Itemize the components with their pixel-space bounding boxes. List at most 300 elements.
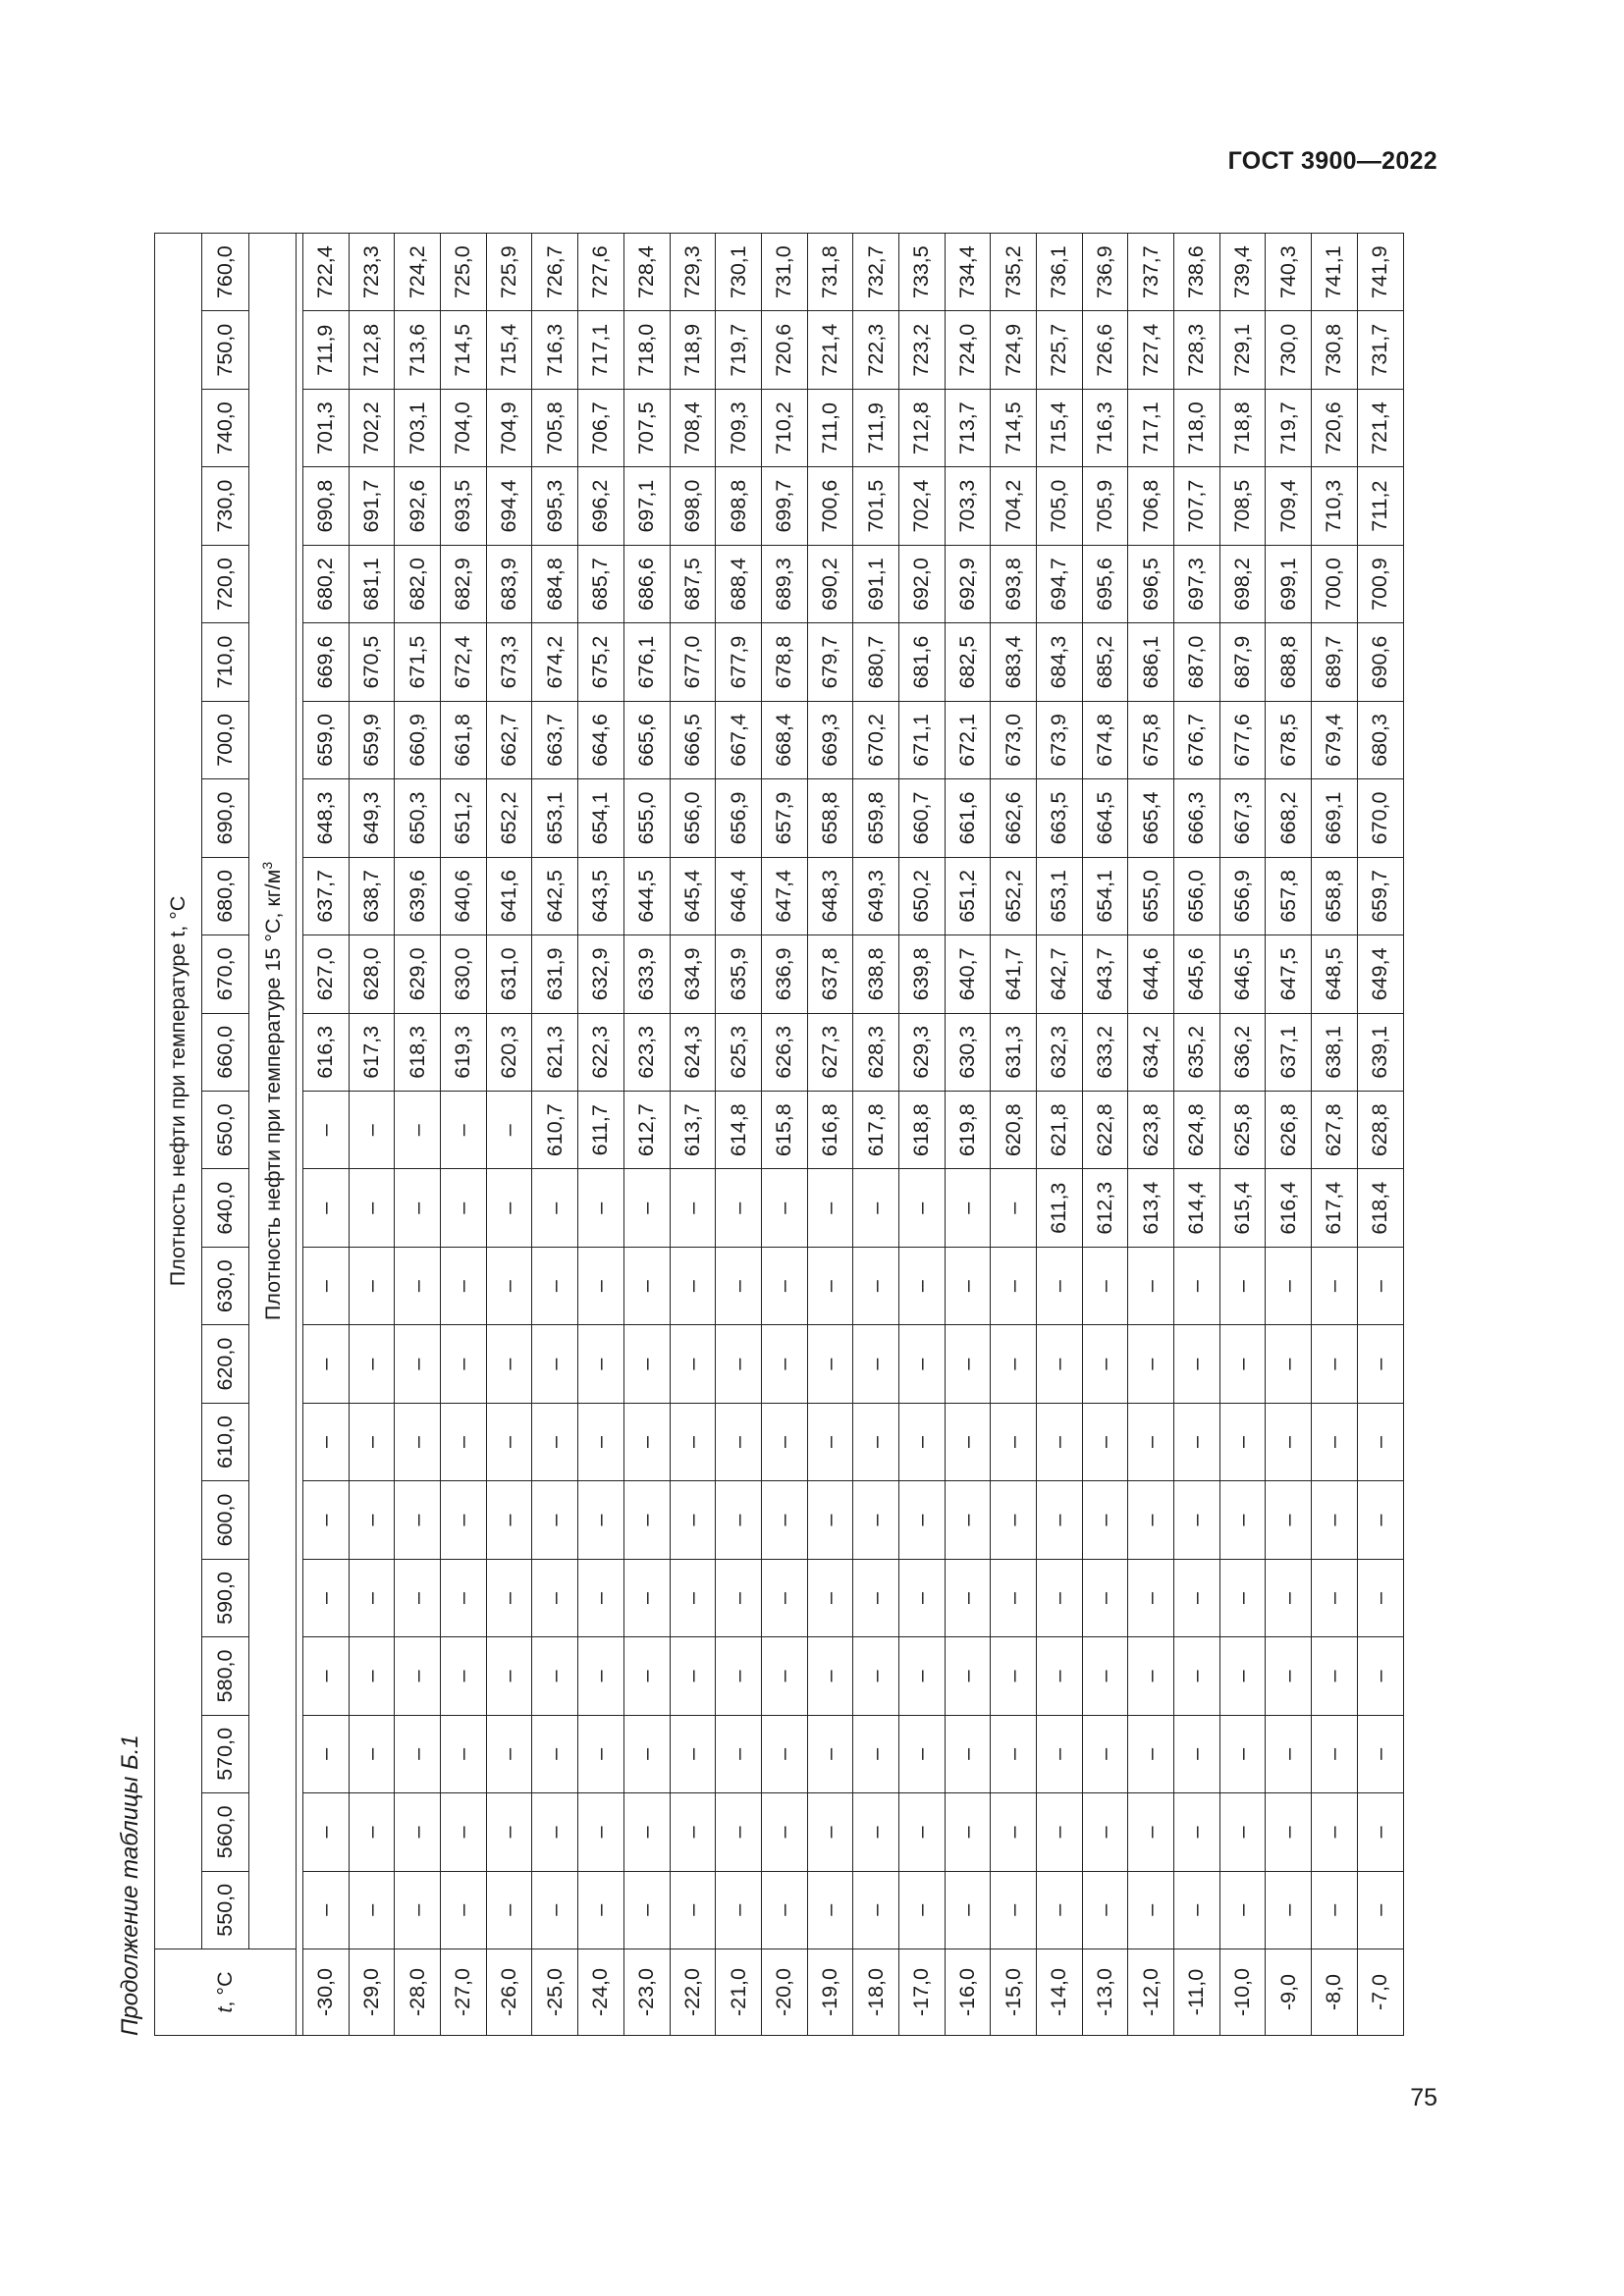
- density-cell: –: [349, 1403, 395, 1480]
- density-cell: –: [486, 1559, 532, 1636]
- density-cell: –: [532, 1637, 578, 1715]
- density-cell: 640,7: [945, 935, 991, 1013]
- density-cell: –: [716, 1793, 762, 1871]
- density-cell: 653,1: [1037, 857, 1083, 934]
- table-row: [1312, 233, 1358, 2035]
- density-cell: 635,9: [716, 935, 762, 1013]
- column-header: 760,0: [202, 233, 249, 311]
- density-cell: –: [303, 1481, 350, 1559]
- density-cell: 638,8: [853, 935, 899, 1013]
- density-cell: –: [898, 1247, 945, 1324]
- density-cell: –: [441, 1169, 487, 1247]
- table-row: [486, 233, 532, 2035]
- density-cell: –: [1082, 1247, 1128, 1324]
- column-header: 550,0: [202, 1871, 249, 1949]
- density-cell: 687,0: [1174, 623, 1220, 701]
- density-cell: 677,6: [1219, 701, 1266, 778]
- density-cell: –: [898, 1169, 945, 1247]
- density-cell: –: [945, 1871, 991, 1949]
- density-cell: –: [945, 1559, 991, 1636]
- density-cell: –: [395, 1169, 441, 1247]
- temperature-cell: -13,0: [1082, 1949, 1128, 2036]
- page-number: 75: [1410, 2084, 1437, 2111]
- density-cell: 689,7: [1312, 623, 1358, 701]
- density-cell: –: [395, 1715, 441, 1792]
- density-cell: 675,8: [1128, 701, 1174, 778]
- temperature-cell: -15,0: [991, 1949, 1037, 2036]
- density-cell: 629,0: [395, 935, 441, 1013]
- density-cell: 739,4: [1219, 233, 1266, 311]
- density-cell: –: [853, 1559, 899, 1636]
- density-cell: –: [670, 1637, 716, 1715]
- density-cell: 731,0: [761, 233, 807, 311]
- density-cell: 668,2: [1266, 779, 1312, 857]
- density-cell: 698,8: [716, 467, 762, 545]
- density-cell: –: [486, 1637, 532, 1715]
- density-cell: 641,6: [486, 857, 532, 934]
- density-cell: –: [670, 1325, 716, 1403]
- density-cell: 632,9: [578, 935, 624, 1013]
- density-cell: 700,6: [807, 467, 853, 545]
- density-cell: 664,6: [578, 701, 624, 778]
- density-cell: 676,1: [623, 623, 670, 701]
- density-cell: –: [1312, 1793, 1358, 1871]
- density-cell: 720,6: [1312, 389, 1358, 466]
- density-cell: 671,5: [395, 623, 441, 701]
- density-cell: 614,8: [716, 1092, 762, 1169]
- density-cell: –: [898, 1481, 945, 1559]
- column-header: 580,0: [202, 1637, 249, 1715]
- density-cell: 691,1: [853, 545, 899, 622]
- density-cell: –: [349, 1325, 395, 1403]
- density-cell: 732,7: [853, 233, 899, 311]
- density-cell: 697,3: [1174, 545, 1220, 622]
- table-row: [1266, 233, 1312, 2035]
- temperature-cell: -12,0: [1128, 1949, 1174, 2036]
- group-header: Плотность нефти при температуре t, °C: [155, 233, 202, 1949]
- density-cell: 710,2: [761, 389, 807, 466]
- density-cell: 723,3: [349, 233, 395, 311]
- density-cell: 663,7: [532, 701, 578, 778]
- density-cell: –: [532, 1325, 578, 1403]
- density-cell: 662,7: [486, 701, 532, 778]
- density-cell: 672,1: [945, 701, 991, 778]
- density-cell: 673,9: [1037, 701, 1083, 778]
- density-cell: –: [349, 1559, 395, 1636]
- density-cell: 736,1: [1037, 233, 1083, 311]
- density-cell: 716,3: [532, 311, 578, 389]
- density-cell: –: [486, 1247, 532, 1324]
- density-cell: 690,8: [303, 467, 350, 545]
- density-cell: 699,1: [1266, 545, 1312, 622]
- density-cell: –: [1219, 1715, 1266, 1792]
- density-cell: –: [1219, 1325, 1266, 1403]
- column-header: 620,0: [202, 1325, 249, 1403]
- density-cell: 696,5: [1128, 545, 1174, 622]
- density-cell: 693,8: [991, 545, 1037, 622]
- density-cell: 685,2: [1082, 623, 1128, 701]
- density-cell: –: [1312, 1559, 1358, 1636]
- column-header: 750,0: [202, 311, 249, 389]
- subheader-sup: 3: [258, 861, 275, 870]
- density-cell: 692,0: [898, 545, 945, 622]
- density-cell: 681,1: [349, 545, 395, 622]
- density-cell: –: [578, 1559, 624, 1636]
- density-cell: –: [1357, 1871, 1403, 1949]
- density-cell: –: [395, 1481, 441, 1559]
- density-cell: 711,0: [807, 389, 853, 466]
- density-cell: –: [349, 1247, 395, 1324]
- density-cell: 727,4: [1128, 311, 1174, 389]
- density-cell: 639,1: [1357, 1013, 1403, 1091]
- density-cell: –: [761, 1715, 807, 1792]
- density-cell: –: [1266, 1403, 1312, 1480]
- density-cell: 679,4: [1312, 701, 1358, 778]
- density-cell: –: [1219, 1559, 1266, 1636]
- density-cell: 706,7: [578, 389, 624, 466]
- density-cell: 681,6: [898, 623, 945, 701]
- density-cell: 678,5: [1266, 701, 1312, 778]
- density-cell: 657,9: [761, 779, 807, 857]
- density-cell: 677,0: [670, 623, 716, 701]
- temperature-cell: -24,0: [578, 1949, 624, 2036]
- density-cell: 701,5: [853, 467, 899, 545]
- density-cell: 655,0: [1128, 857, 1174, 934]
- density-cell: –: [991, 1403, 1037, 1480]
- density-cell: –: [1174, 1403, 1220, 1480]
- density-cell: 611,3: [1037, 1169, 1083, 1247]
- density-cell: 714,5: [441, 311, 487, 389]
- density-cell: 724,2: [395, 233, 441, 311]
- density-cell: 623,8: [1128, 1092, 1174, 1169]
- density-cell: –: [532, 1559, 578, 1636]
- density-cell: –: [1219, 1637, 1266, 1715]
- density-cell: 651,2: [945, 857, 991, 934]
- temperature-cell: -30,0: [303, 1949, 350, 2036]
- header-row-2: [202, 233, 249, 2035]
- density-cell: –: [1037, 1559, 1083, 1636]
- density-cell: 677,9: [716, 623, 762, 701]
- density-cell: –: [807, 1715, 853, 1792]
- density-cell: –: [1037, 1325, 1083, 1403]
- density-cell: 627,8: [1312, 1092, 1358, 1169]
- density-cell: 649,3: [853, 857, 899, 934]
- density-cell: –: [1312, 1325, 1358, 1403]
- density-cell: –: [761, 1559, 807, 1636]
- density-cell: –: [1082, 1871, 1128, 1949]
- density-cell: 631,0: [486, 935, 532, 1013]
- density-cell: –: [1219, 1247, 1266, 1324]
- density-cell: 626,8: [1266, 1092, 1312, 1169]
- density-cell: 613,7: [670, 1092, 716, 1169]
- density-cell: 628,3: [853, 1013, 899, 1091]
- density-cell: –: [1312, 1637, 1358, 1715]
- density-cell: 624,3: [670, 1013, 716, 1091]
- density-cell: 705,8: [532, 389, 578, 466]
- density-cell: 694,7: [1037, 545, 1083, 622]
- density-cell: –: [395, 1092, 441, 1169]
- density-cell: –: [898, 1325, 945, 1403]
- density-cell: 656,0: [670, 779, 716, 857]
- density-cell: –: [395, 1325, 441, 1403]
- density-cell: 718,0: [1174, 389, 1220, 466]
- density-cell: 688,4: [716, 545, 762, 622]
- density-cell: –: [945, 1325, 991, 1403]
- density-cell: 704,0: [441, 389, 487, 466]
- density-cell: 630,0: [441, 935, 487, 1013]
- density-cell: –: [349, 1637, 395, 1715]
- column-header: 590,0: [202, 1559, 249, 1636]
- density-cell: 670,5: [349, 623, 395, 701]
- density-cell: 656,9: [1219, 857, 1266, 934]
- density-cell: 620,8: [991, 1092, 1037, 1169]
- density-cell: 625,3: [716, 1013, 762, 1091]
- density-cell: 682,5: [945, 623, 991, 701]
- density-cell: 696,2: [578, 467, 624, 545]
- density-cell: –: [1266, 1715, 1312, 1792]
- density-cell: 670,2: [853, 701, 899, 778]
- density-cell: 674,2: [532, 623, 578, 701]
- density-cell: 716,3: [1082, 389, 1128, 466]
- density-cell: 617,4: [1312, 1169, 1358, 1247]
- density-cell: –: [1128, 1247, 1174, 1324]
- density-cell: –: [486, 1481, 532, 1559]
- density-cell: –: [807, 1637, 853, 1715]
- density-cell: 733,5: [898, 233, 945, 311]
- density-cell: –: [898, 1559, 945, 1636]
- density-cell: 648,5: [1312, 935, 1358, 1013]
- density-cell: 719,7: [1266, 389, 1312, 466]
- density-cell: 613,4: [1128, 1169, 1174, 1247]
- density-cell: 725,0: [441, 233, 487, 311]
- table-row: [670, 233, 716, 2035]
- density-cell: –: [716, 1481, 762, 1559]
- density-cell: –: [1357, 1715, 1403, 1792]
- density-cell: –: [1174, 1715, 1220, 1792]
- density-cell: 622,8: [1082, 1092, 1128, 1169]
- density-cell: 680,3: [1357, 701, 1403, 778]
- density-cell: –: [1266, 1871, 1312, 1949]
- density-cell: 703,3: [945, 467, 991, 545]
- density-cell: 641,7: [991, 935, 1037, 1013]
- density-cell: 666,3: [1174, 779, 1220, 857]
- density-cell: 704,9: [486, 389, 532, 466]
- density-cell: 684,8: [532, 545, 578, 622]
- density-cell: –: [853, 1169, 899, 1247]
- density-cell: 637,7: [303, 857, 350, 934]
- density-cell: 685,7: [578, 545, 624, 622]
- density-cell: 724,0: [945, 311, 991, 389]
- density-cell: –: [303, 1403, 350, 1480]
- density-cell: –: [578, 1637, 624, 1715]
- density-cell: –: [1312, 1871, 1358, 1949]
- density-cell: –: [807, 1793, 853, 1871]
- density-cell: –: [807, 1403, 853, 1480]
- density-cell: –: [945, 1403, 991, 1480]
- density-cell: –: [898, 1403, 945, 1480]
- density-cell: –: [1128, 1481, 1174, 1559]
- density-cell: 707,7: [1174, 467, 1220, 545]
- density-cell: –: [1219, 1481, 1266, 1559]
- density-cell: –: [991, 1793, 1037, 1871]
- density-cell: 728,3: [1174, 311, 1220, 389]
- density-cell: –: [670, 1481, 716, 1559]
- temperature-cell: -21,0: [716, 1949, 762, 2036]
- density-cell: –: [1266, 1637, 1312, 1715]
- temperature-cell: -26,0: [486, 1949, 532, 2036]
- density-cell: –: [945, 1481, 991, 1559]
- density-cell: 727,6: [578, 233, 624, 311]
- density-cell: –: [807, 1169, 853, 1247]
- density-cell: –: [486, 1325, 532, 1403]
- density-cell: –: [1266, 1481, 1312, 1559]
- density-cell: 648,3: [807, 857, 853, 934]
- density-cell: 730,0: [1266, 311, 1312, 389]
- density-cell: 682,0: [395, 545, 441, 622]
- density-cell: –: [486, 1871, 532, 1949]
- density-cell: –: [1082, 1793, 1128, 1871]
- density-cell: –: [441, 1637, 487, 1715]
- table-row: [349, 233, 395, 2035]
- density-cell: –: [349, 1871, 395, 1949]
- table-row: [761, 233, 807, 2035]
- density-cell: 647,4: [761, 857, 807, 934]
- density-cell: 673,0: [991, 701, 1037, 778]
- density-cell: 640,6: [441, 857, 487, 934]
- table-row: [716, 233, 762, 2035]
- density-cell: –: [441, 1325, 487, 1403]
- t-column-header: t, °C: [155, 1949, 297, 2036]
- density-cell: 713,6: [395, 311, 441, 389]
- density-cell: 717,1: [1128, 389, 1174, 466]
- density-cell: 680,2: [303, 545, 350, 622]
- density-cell: –: [1357, 1559, 1403, 1636]
- density-cell: 639,8: [898, 935, 945, 1013]
- table-row: [1357, 233, 1403, 2035]
- density-cell: –: [1174, 1559, 1220, 1636]
- column-header: 650,0: [202, 1092, 249, 1169]
- table-row: [1219, 233, 1266, 2035]
- density-cell: –: [945, 1715, 991, 1792]
- density-cell: 731,7: [1357, 311, 1403, 389]
- density-cell: –: [1174, 1637, 1220, 1715]
- density-cell: 721,4: [1357, 389, 1403, 466]
- density-cell: –: [716, 1637, 762, 1715]
- density-cell: 624,8: [1174, 1092, 1220, 1169]
- density-cell: –: [349, 1715, 395, 1792]
- density-cell: –: [1312, 1247, 1358, 1324]
- density-cell: 644,6: [1128, 935, 1174, 1013]
- density-cell: 712,8: [349, 311, 395, 389]
- density-cell: –: [441, 1793, 487, 1871]
- density-cell: 676,7: [1174, 701, 1220, 778]
- density-cell: 654,1: [1082, 857, 1128, 934]
- density-cell: –: [303, 1793, 350, 1871]
- density-cell: 652,2: [486, 779, 532, 857]
- density-cell: –: [670, 1715, 716, 1792]
- density-cell: 678,8: [761, 623, 807, 701]
- density-cell: –: [532, 1169, 578, 1247]
- density-cell: –: [441, 1403, 487, 1480]
- density-cell: –: [395, 1871, 441, 1949]
- density-cell: 711,9: [853, 389, 899, 466]
- density-cell: 718,8: [1219, 389, 1266, 466]
- density-cell: –: [716, 1715, 762, 1792]
- density-cell: –: [303, 1559, 350, 1636]
- density-cell: –: [716, 1247, 762, 1324]
- density-cell: –: [1082, 1715, 1128, 1792]
- density-cell: –: [807, 1559, 853, 1636]
- temperature-cell: -19,0: [807, 1949, 853, 2036]
- density-cell: 652,2: [991, 857, 1037, 934]
- density-cell: 680,7: [853, 623, 899, 701]
- density-cell: 706,8: [1128, 467, 1174, 545]
- density-cell: 700,0: [1312, 545, 1358, 622]
- density-cell: 724,9: [991, 311, 1037, 389]
- density-cell: –: [716, 1325, 762, 1403]
- density-cell: –: [1266, 1325, 1312, 1403]
- density-cell: –: [761, 1325, 807, 1403]
- temperature-cell: -18,0: [853, 1949, 899, 2036]
- density-cell: –: [395, 1793, 441, 1871]
- density-cell: 670,0: [1357, 779, 1403, 857]
- density-cell: –: [578, 1169, 624, 1247]
- density-cell: 654,1: [578, 779, 624, 857]
- column-header: 690,0: [202, 779, 249, 857]
- temperature-cell: -16,0: [945, 1949, 991, 2036]
- density-cell: 645,4: [670, 857, 716, 934]
- density-cell: –: [578, 1247, 624, 1324]
- density-cell: –: [991, 1871, 1037, 1949]
- density-cell: –: [1219, 1403, 1266, 1480]
- density-cell: 708,4: [670, 389, 716, 466]
- density-cell: –: [761, 1481, 807, 1559]
- density-table: [154, 233, 1404, 2036]
- density-cell: –: [623, 1403, 670, 1480]
- temperature-cell: -28,0: [395, 1949, 441, 2036]
- density-cell: 692,9: [945, 545, 991, 622]
- table-row: [623, 233, 670, 2035]
- column-header: 570,0: [202, 1715, 249, 1792]
- density-cell: –: [441, 1559, 487, 1636]
- table-row: [898, 233, 945, 2035]
- density-cell: 616,3: [303, 1013, 350, 1091]
- density-cell: –: [1174, 1481, 1220, 1559]
- column-header: 710,0: [202, 623, 249, 701]
- header-row-3: [249, 233, 297, 2035]
- density-cell: 661,8: [441, 701, 487, 778]
- table-row: [441, 233, 487, 2035]
- temperature-cell: -10,0: [1219, 1949, 1266, 2036]
- density-cell: –: [716, 1169, 762, 1247]
- density-cell: 686,1: [1128, 623, 1174, 701]
- density-cell: –: [303, 1325, 350, 1403]
- density-cell: –: [761, 1169, 807, 1247]
- subheader-text: Плотность нефти при температуре 15 °С, кг/м: [261, 869, 286, 1321]
- table-row: [807, 233, 853, 2035]
- density-cell: 705,9: [1082, 467, 1128, 545]
- table-row: [578, 233, 624, 2035]
- density-cell: –: [1128, 1793, 1174, 1871]
- density-cell: 687,9: [1219, 623, 1266, 701]
- density-cell: –: [853, 1481, 899, 1559]
- density-cell: 665,4: [1128, 779, 1174, 857]
- density-cell: –: [670, 1871, 716, 1949]
- density-cell: –: [716, 1559, 762, 1636]
- density-cell: –: [853, 1793, 899, 1871]
- density-cell: 614,4: [1174, 1169, 1220, 1247]
- table-caption: Продолжение таблицы Б.1: [117, 1735, 143, 2036]
